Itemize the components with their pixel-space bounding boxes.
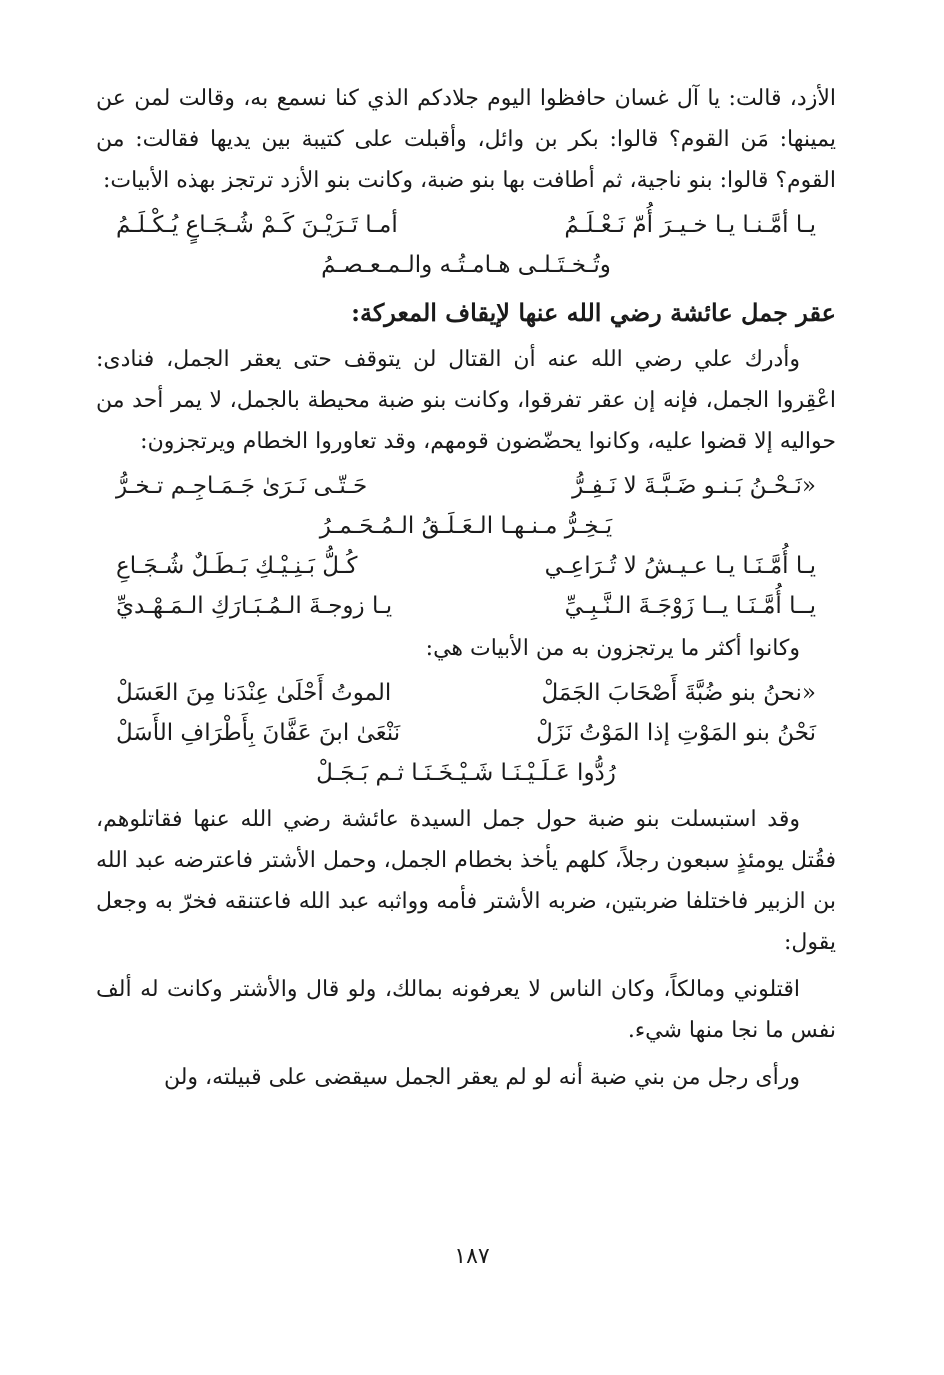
page-number: ١٨٧ [454,1244,490,1269]
verse-line-single: رُدُّوا عَـلَـيْـنَـا شَـيْـخَـنَـا ثـم بَـجَـلْ [316,760,616,786]
verse-line [96,586,836,626]
verse-line [96,546,836,586]
verse-hemistich-left: يـا زوجـةَ الـمُـبَـارَكِ الـمَـهْـديِّ [116,593,393,619]
verse-hemistich-left: الموتُ أَحْلَىٰ عِنْدَنا مِنَ العَسَلْ [116,680,392,706]
paragraph-opening: الأزد، قالت: يا آل غسان حافظوا اليوم جلادكم الذي كنا نسمع به، وقالت لمن عن يمينها: مَن القوم؟ قالوا: بكر بن وائل، وأقبلت على كتيبة بين يديها فقالت: من القوم؟ قالوا: بنو ناجية، ثم أطافت بها بنو ضبة، وكانت بنو الأزد ترتجز بهذه الأبيات: [96,86,836,193]
verse-line [96,466,836,506]
verse-hemistich-right: «نَـحْـنُ بَـنـو ضَـبَّـةَ لا نَـفِـرُّ [572,473,816,499]
verse-line-single: يَـخِـرُّ مـنـهـا الـعَـلَـقُ الـمُـحَـمـرُ [319,513,613,539]
verse-line [96,713,836,753]
page-body [96,78,836,1098]
paragraph-ali: وأدرك علي رضي الله عنه أن القتال لن يتوقف حتى يعقر الجمل، فنادى: اعْقِروا الجمل، فإنه إن عقر تفرقوا، وكانت بنو ضبة محيطة بالجمل، لا يمر أحد من حواليه إلا قضوا عليه، وكانوا يحضّضون قومهم، وقد تعاوروا الخطام ويرتجزون: [96,347,836,454]
verse-hemistich-right: يــا أُمَّـنَـا يــا زَوْجَـةَ الـنَّـبِـيِّ [564,593,816,619]
verse-hemistich-right: «نحنُ بنو ضُبَّةَ أَصْحَابَ الجَمَلْ [541,680,816,706]
verse-line [96,673,836,713]
paragraph-dabba: وقد استبسلت بنو ضبة حول جمل السيدة عائشة رضي الله عنها فقاتلوهم، فقُتل يومئذٍ سبعون رجلاً، كلهم يأخذ بخطام الجمل، وحمل الأشتر فاعترضه عبد الله بن الزبير فاختلفا ضربتين، ضربه الأشتر فأمه وواثبه عبد الله فاعتنقه فخرّ به وجعل يقول: [96,807,836,955]
paragraph-intro-verses: وكانوا أكثر ما يرتجزون به من الأبيات هي: [425,636,800,661]
verse-block-3 [96,673,836,793]
paragraph-closing: ورأى رجل من بني ضبة أنه لو لم يعقر الجمل سيقضى على قبيلته، ولن [163,1065,800,1090]
verse-line [96,205,836,245]
verse-hemistich-left: كُـلُّ بَـنِـيْـكِ بَـطَـلٌ شُـجَـاعِ [116,553,358,579]
verse-block-1 [96,205,836,285]
paragraph-malik: اقتلوني ومالكاً، وكان الناس لا يعرفونه بمالك، ولو قال والأشتر وكانت له ألف نفس ما نجا منها شيء. [96,977,836,1043]
section-heading: عقر جمل عائشة رضي الله عنها لإيقاف المعركة: [351,298,836,327]
verse-hemistich-left: أمـا تَـرَيْـنَ كَـمْ شُـجَـاعٍ يُـكْـلَـمُ [116,212,398,238]
verse-hemistich-left: نَنْعَىٰ ابنَ عَفَّانَ بِأَطْرَافِ الأَسَلْ [116,720,401,746]
verse-hemistich-right: نَحْنُ بنو المَوْتِ إذا المَوْتُ نَزَلْ [536,720,816,746]
verse-hemistich-right: يـا أُمَّـنَـا يـا عـيـشُ لا تُـرَاعِـي [544,553,816,579]
verse-line-single: وتُـخـتَـلـى هـامـتُـه والـمـعـصـمُ [321,252,611,278]
verse-block-2 [96,466,836,626]
verse-hemistich-right: يـا أمَّـنـا يـا خـيـرَ أُمّ نَـعْـلَـمُ [564,212,816,238]
verse-hemistich-left: حَـتّـى نَـرَىٰ جَـمَـاجِـم تـخـرُّ [116,473,368,499]
